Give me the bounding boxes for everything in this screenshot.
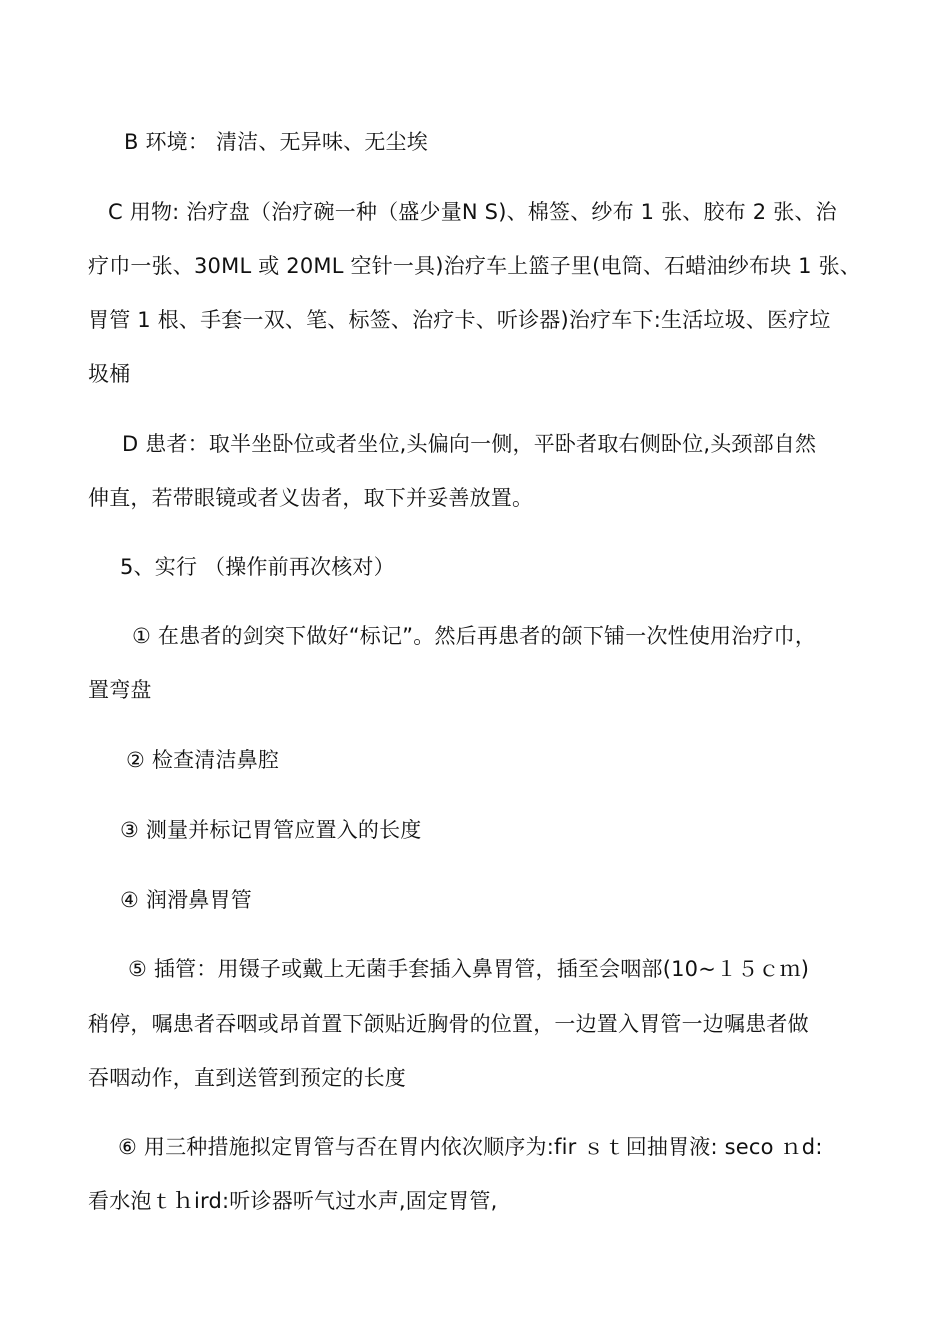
step-1-line-1: ① 在患者的剑突下做好“标记”。然后再患者的颌下铺一次性使用治疗巾， bbox=[132, 624, 817, 648]
step-5-line-3: 吞咽动作，直到送管到预定的长度 bbox=[88, 1066, 406, 1090]
step-3-line: ③ 测量并标记胃管应置入的长度 bbox=[120, 818, 422, 842]
step-4-line: ④ 润滑鼻胃管 bbox=[120, 888, 252, 912]
step-5-line-2: 稍停，嘱患者吞咽或昂首置下颌贴近胸骨的位置，一边置入胃管一边嘱患者做 bbox=[88, 1012, 809, 1036]
step-6-line-2: 看水泡ｔｈird:听诊器听气过水声,固定胃管, bbox=[88, 1189, 498, 1213]
step-5-line-1: ⑤ 插管：用镊子或戴上无菌手套插入鼻胃管，插至会咽部(10~１５ｃｍ) bbox=[128, 957, 810, 981]
step-6-line-1: ⑥ 用三种措施拟定胃管与否在胃内依次顺序为:fir ｓｔ回抽胃液: seco ｎd: bbox=[118, 1135, 823, 1159]
step-2-line: ② 检查清洁鼻腔 bbox=[126, 748, 280, 772]
section-heading: 5、实行 （操作前再次核对） bbox=[120, 555, 395, 579]
step-1-line-2: 置弯盘 bbox=[88, 678, 152, 702]
supplies-line-2: 疗巾一张、30ML 或 20ML 空针一具)治疗车上篮子里(电筒、石蜡油纱布块 1 张、 bbox=[88, 254, 862, 278]
supplies-line-1: C 用物: 治疗盘（治疗碗一种（盛少量N S)、棉签、纱布 1 张、胶布 2 张、治 bbox=[108, 200, 837, 224]
patient-line-2: 伸直，若带眼镜或者义齿者，取下并妥善放置。 bbox=[88, 486, 534, 510]
supplies-line-3: 胃管 1 根、手套一双、笔、标签、治疗卡、听诊器)治疗车下:生活垃圾、医疗垃 bbox=[88, 308, 831, 332]
env-line: B 环境： 清洁、无异味、无尘埃 bbox=[124, 130, 428, 154]
patient-line-1: D 患者：取半坐卧位或者坐位,头偏向一侧，平卧者取右侧卧位,头颈部自然 bbox=[122, 432, 817, 456]
supplies-line-4: 圾桶 bbox=[88, 362, 131, 386]
